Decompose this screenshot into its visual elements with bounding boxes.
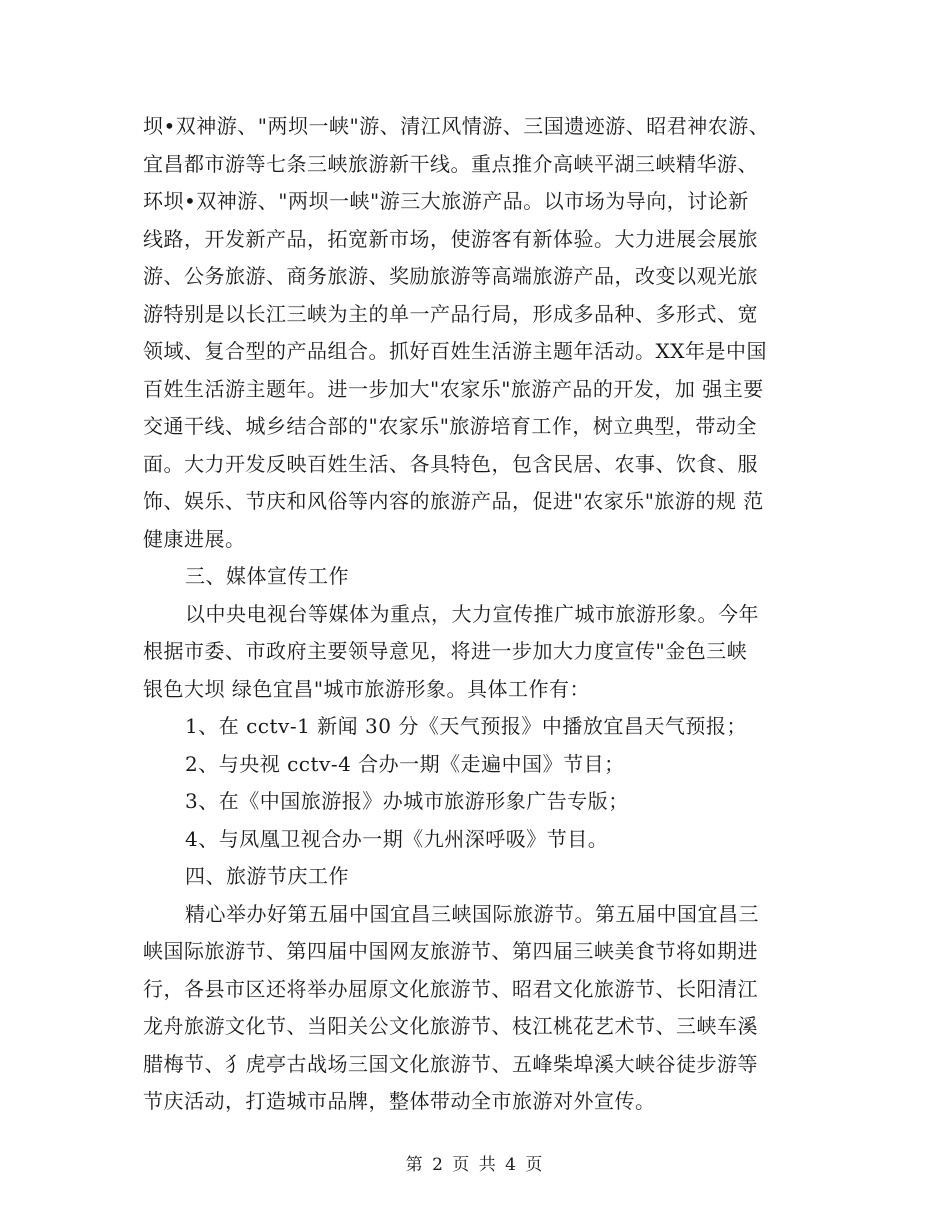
list-item: 3、在《中国旅游报》办城市旅游形象广告专版； [185, 789, 629, 813]
document-page [143, 108, 803, 1121]
text-line: 交通干线、城乡结合部的"农家乐"旅游培育工作，树立典型，带动全 [143, 414, 757, 438]
text-line: 行，各县市区还将举办屈原文化旅游节、昭君文化旅游节、长阳清江 [143, 976, 758, 1001]
text-line: 游特别是以长江三峡为主的单一产品行局，形成多品种、多形式、宽 [143, 301, 758, 326]
text-line: 腊梅节、犭虎亭古战场三国文化旅游节、五峰柴埠溪大峡谷徒步游等 [143, 1051, 758, 1076]
section-festivals [143, 858, 803, 1121]
text-line: 根据市委、市政府主要领导意见，将进一步加大力度宣传"金色三峡 [143, 639, 748, 663]
text-line: 饰、娱乐、节庆和风俗等内容的旅游产品，促进"农家乐"旅游的规 范 [143, 489, 764, 513]
section-heading: 三、媒体宣传工作 [185, 564, 349, 588]
text-line: 健康进展。 [143, 526, 246, 551]
list-item: 4、与凤凰卫视合办一期《九州深呼吸》节目。 [185, 826, 609, 851]
text-line: 龙舟旅游文化节、当阳关公文化旅游节、枝江桃花艺术节、三峡车溪 [143, 1014, 758, 1038]
page-number-footer: 第 2 页 共 4 页 [405, 1155, 545, 1175]
text-line: 面。大力开发反映百姓生活、各具特色，包含民居、农事、饮食、服 [143, 451, 758, 476]
text-line: 领域、复合型的产品组合。抓好百姓生活游主题年活动。XX年是中国 [143, 339, 767, 363]
list-item: 2、与央视 cctv-4 合办一期《走遍中国》节目； [185, 751, 625, 776]
text-line: 以中央电视台等媒体为重点，大力宣传推广城市旅游形象。今年 [185, 601, 759, 626]
section-media-promotion [143, 558, 803, 858]
text-line: 百姓生活游主题年。进一步加大"农家乐"旅游产品的开发，加 强主要 [143, 376, 764, 401]
text-line: 节庆活动，打造城市品牌，整体带动全市旅游对外宣传。 [143, 1089, 656, 1113]
paragraph-tourism-products [143, 108, 803, 558]
text-line: 环坝•双神游、"两坝一峡"游三大旅游产品。以市场为导向，讨论新 [143, 189, 749, 213]
text-line: 峡国际旅游节、第四届中国网友旅游节、第四届三峡美食节将如期进 [143, 939, 758, 963]
text-line: 游、公务旅游、商务旅游、奖励旅游等高端旅游产品，改变以观光旅 [143, 264, 758, 288]
text-line: 银色大坝 绿色宜昌"城市旅游形象。具体工作有： [143, 676, 591, 701]
text-line: 精心举办好第五届中国宜昌三峡国际旅游节。第五届中国宜昌三 [185, 901, 759, 926]
text-line: 宜昌都市游等七条三峡旅游新干线。重点推介高峡平湖三峡精华游、 [143, 151, 758, 176]
list-item: 1、在 cctv-1 新闻 30 分《天气预报》中播放宜昌天气预报； [185, 714, 747, 738]
text-line: 线路，开发新产品，拓宽新市场，使游客有新体验。大力进展会展旅 [143, 226, 758, 251]
section-heading: 四、旅游节庆工作 [185, 864, 349, 888]
text-line: 坝•双神游、"两坝一峡"游、清江风情游、三国遗迹游、昭君神农游、 [143, 114, 770, 138]
